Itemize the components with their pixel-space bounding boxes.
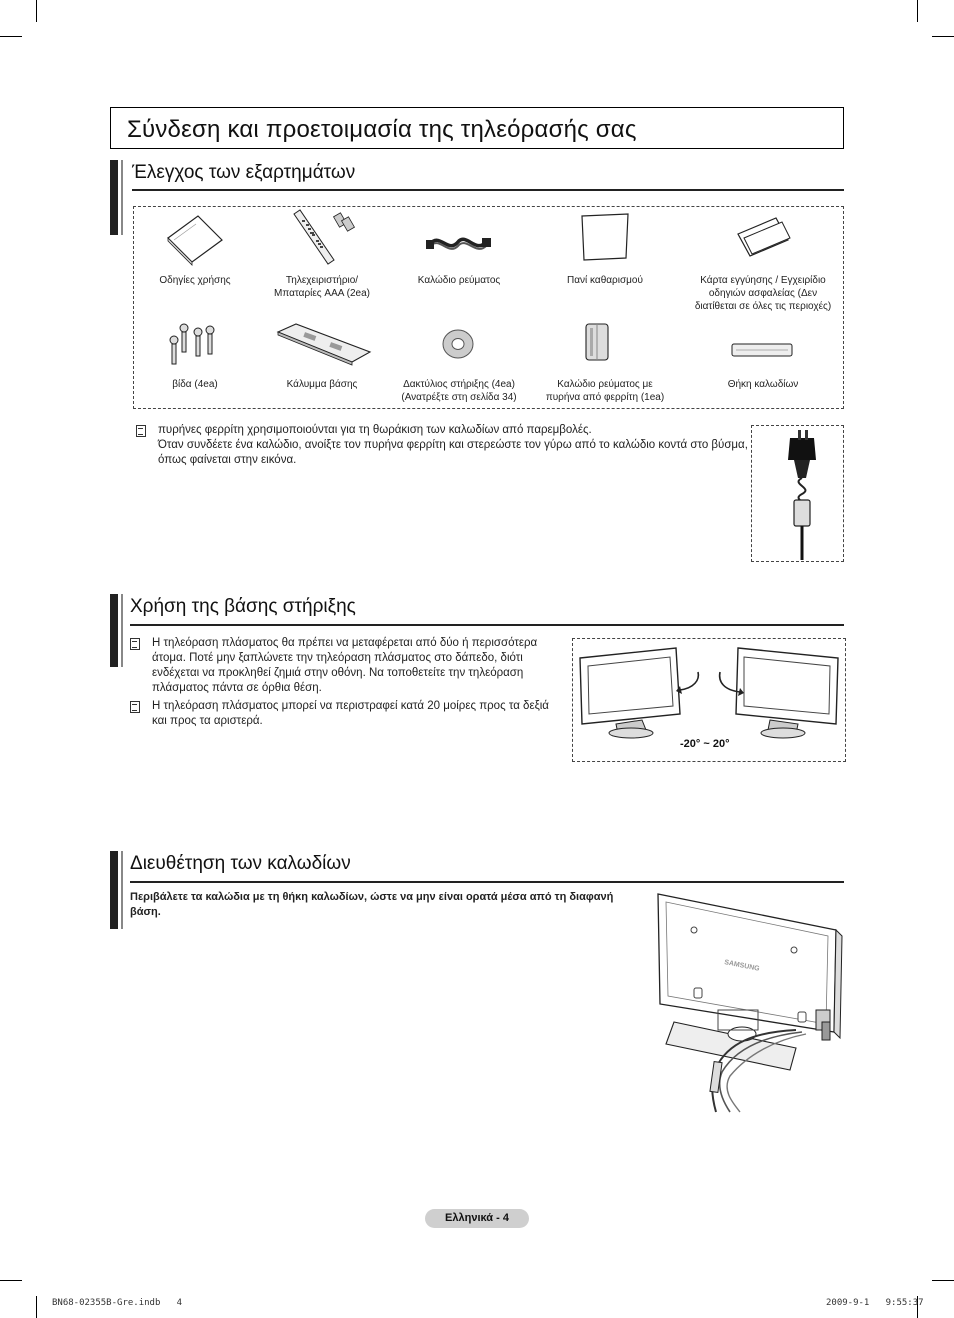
page-title-box — [110, 107, 844, 149]
section-bar — [110, 160, 118, 235]
cable-holder-icon — [730, 340, 796, 360]
stand-note-1: Η τηλεόραση πλάσματος θα πρέπει να μεταφέρεται από δύο ή περισσότερα άτομα. Ποτέ μην ξαπλώνετε την τηλεόραση πλάσματος στο δάπεδο, διότι ενδέχεται να προκληθεί ζημιά στην οθόνη. Να τοποθετείτε την τηλεόραση πλάσματος πάντα σε όρθια θέση. — [152, 637, 538, 694]
screws-icon — [164, 322, 226, 372]
manual-icon — [160, 210, 230, 265]
section-rule — [130, 624, 844, 626]
stand-cover-icon — [274, 322, 374, 366]
holder-ring-icon — [438, 326, 478, 362]
accessory-label: Καλώδιο ρεύματος — [417, 275, 501, 286]
accessory-label: Πανί καθαρισμού — [567, 275, 643, 286]
ferrite-note-line2: Όταν συνδέετε ένα καλώδιο, ανοίξτε τον πυρήνα φερρίτη και στερεώστε τον γύρω από το καλώδιο κοντά στο βύσμα, όπως φαίνεται στην εικόνα. — [158, 439, 748, 466]
crop-mark — [36, 0, 37, 22]
crop-mark — [0, 36, 22, 37]
cables-heading: Διευθέτηση των καλωδίων — [130, 853, 351, 874]
file-slug: BN68-02355B-Gre.indb 4 — [52, 1298, 183, 1308]
section-rule — [132, 189, 844, 191]
crop-mark — [932, 36, 954, 37]
page-number-label: Ελληνικά - 4 — [425, 1209, 529, 1228]
cables-instruction: Περιβάλετε τα καλώδια με τη θήκη καλωδίων, ώστε να μην είναι ορατά μέσα από τη διαφανή βάση. — [130, 891, 614, 918]
accessory-label: Κάρτα εγγύησης / Εγχειρίδιο οδηγιών ασφαλείας (Δεν διατίθεται σε όλες τις περιοχές) — [694, 275, 832, 312]
cleaning-cloth-icon — [578, 212, 633, 262]
ferrite-note-line1: πυρήνες φερρίτη χρησιμοποιούνται για τη θωράκιση των καλωδίων από παρεμβολές. — [158, 424, 592, 436]
section-bar — [110, 594, 118, 667]
note-icon — [130, 701, 140, 713]
accessory-label: Τηλεχειριστήριο/ Μπαταρίες AAA (2ea) — [273, 275, 370, 299]
tv-back-cable-illustration — [656, 892, 846, 1114]
section-bar — [121, 851, 123, 929]
crop-mark — [0, 1280, 22, 1281]
ferrite-core-icon — [582, 320, 612, 364]
note-icon — [130, 638, 140, 650]
stand-note-2: Η τηλεόραση πλάσματος μπορεί να περιστραφεί κατά 20 μοίρες προς τα δεξιά και προς τα αριστερά. — [152, 700, 549, 727]
page-title: Σύνδεση και προετοιμασία της τηλεόρασής σας — [127, 116, 637, 143]
accessory-label: Κάλυμμα βάσης — [286, 379, 358, 390]
remote-control-icon — [290, 208, 365, 268]
section-bar — [110, 851, 118, 929]
accessory-label: Οδηγίες χρήσης — [159, 275, 231, 286]
ferrite-plug-illustration — [780, 430, 830, 560]
accessory-label: βίδα (4ea) — [172, 379, 218, 390]
section-bar — [121, 160, 123, 235]
print-timestamp: 2009-9-1 9:55:37 — [826, 1298, 924, 1308]
accessories-heading: Έλεγχος των εξαρτημάτων — [132, 162, 356, 183]
accessory-label: Καλώδιο ρεύματος με πυρήνα από φερρίτη (1ea) — [545, 379, 665, 403]
section-bar — [121, 594, 123, 667]
note-icon — [136, 425, 146, 437]
tv-brand-text: SAMSUNG — [723, 959, 761, 973]
crop-mark — [36, 1296, 37, 1318]
rotation-angle-label: -20° ~ 20° — [680, 738, 730, 750]
stand-heading: Χρήση της βάσης στήριξης — [130, 596, 356, 617]
power-cord-icon — [424, 228, 494, 258]
tv-rotation-illustration — [576, 640, 844, 740]
accessory-label: Δακτύλιος στήριξης (4ea) (Ανατρέξτε στη σελίδα 34) — [401, 379, 517, 403]
section-rule — [130, 881, 844, 883]
warranty-card-icon — [734, 212, 794, 262]
accessory-label: Θήκη καλωδίων — [727, 379, 799, 390]
crop-mark — [932, 1280, 954, 1281]
crop-mark — [917, 0, 918, 22]
